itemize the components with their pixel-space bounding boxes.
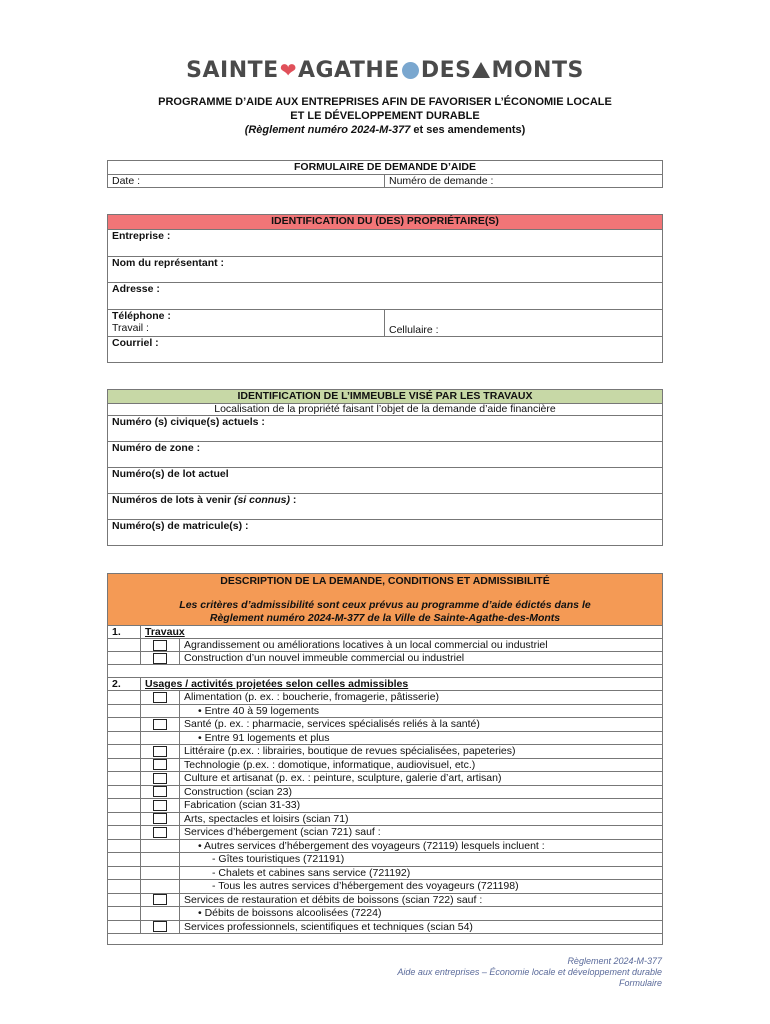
usage-checkbox-cell[interactable] bbox=[141, 691, 180, 705]
work-option2-checkbox[interactable] bbox=[153, 653, 167, 664]
phone-label: Téléphone : bbox=[112, 310, 171, 322]
usage-row bbox=[108, 826, 663, 840]
work-option1-checkbox[interactable] bbox=[153, 640, 167, 651]
criteria-line1: Les critères d’admissibilité sont ceux prévus au programme d’aide édictés dans le bbox=[179, 599, 591, 611]
usage-number-cell bbox=[108, 812, 141, 826]
usage-checkbox[interactable] bbox=[153, 759, 167, 770]
spacer-row bbox=[108, 665, 663, 678]
usage-row bbox=[108, 704, 663, 718]
usage-checkbox-cell[interactable] bbox=[141, 920, 180, 934]
usage-label: - Chalets et cabines sans service (721192) bbox=[180, 866, 663, 880]
usage-checkbox-cell[interactable] bbox=[141, 799, 180, 813]
zone-number-field[interactable]: Numéro de zone : bbox=[108, 442, 663, 468]
work-option-row bbox=[108, 639, 663, 652]
usage-number-cell bbox=[108, 731, 141, 745]
usage-checkbox-cell bbox=[141, 907, 180, 921]
lot-number-field[interactable]: Numéro(s) de lot actuel bbox=[108, 468, 663, 494]
usage-row bbox=[108, 731, 663, 745]
usage-checkbox[interactable] bbox=[153, 921, 167, 932]
usage-number-cell bbox=[108, 772, 141, 786]
usage-label: - Gîtes touristiques (721191) bbox=[180, 853, 663, 867]
usage-number-cell bbox=[108, 880, 141, 894]
usage-label: Services d’hébergement (scian 721) sauf : bbox=[180, 826, 663, 840]
logo-word-agathe: AGATHE bbox=[297, 58, 400, 83]
criteria-line2: Règlement numéro 2024-M-377 de la Ville de Sainte-Agathe-des-Monts bbox=[209, 612, 561, 624]
matricule-field[interactable]: Numéro(s) de matricule(s) : bbox=[108, 520, 663, 546]
footer-regulation: Règlement 2024-M-377 bbox=[567, 956, 662, 966]
usage-row bbox=[108, 853, 663, 867]
usage-number-cell bbox=[108, 866, 141, 880]
usage-checkbox[interactable] bbox=[153, 894, 167, 905]
usage-label: - Tous les autres services d’hébergement des voyageurs (721198) bbox=[180, 880, 663, 894]
usage-checkbox[interactable] bbox=[153, 800, 167, 811]
usage-number-cell bbox=[108, 826, 141, 840]
usage-number-cell bbox=[108, 704, 141, 718]
usage-number-cell bbox=[108, 785, 141, 799]
work-phone-field[interactable] bbox=[108, 310, 385, 337]
usage-label: • Débits de boissons alcoolisées (7224) bbox=[180, 907, 663, 921]
usage-checkbox-cell bbox=[141, 731, 180, 745]
usage-checkbox-cell[interactable] bbox=[141, 758, 180, 772]
usage-row bbox=[108, 745, 663, 759]
owner-section-title: IDENTIFICATION DU (DES) PROPRIÉTAIRE(S) bbox=[108, 215, 663, 230]
usage-row bbox=[108, 758, 663, 772]
footer-form: Formulaire bbox=[618, 978, 662, 988]
request-number-field[interactable]: Numéro de demande : bbox=[385, 175, 663, 188]
heart-icon: ❤ bbox=[279, 58, 297, 82]
usage-number-cell bbox=[108, 745, 141, 759]
usage-label: • Entre 40 à 59 logements bbox=[180, 704, 663, 718]
usage-row bbox=[108, 839, 663, 853]
usage-label: Construction (scian 23) bbox=[180, 785, 663, 799]
usage-label: Alimentation (p. ex. : boucherie, fromagerie, pâtisserie) bbox=[180, 691, 663, 705]
usage-label: Culture et artisanat (p. ex. : peinture, sculpture, galerie d’art, artisan) bbox=[180, 772, 663, 786]
usage-checkbox-cell[interactable] bbox=[141, 745, 180, 759]
usage-number-cell bbox=[108, 853, 141, 867]
usage-list bbox=[108, 691, 663, 934]
future-lots-label: Numéros de lots à venir bbox=[112, 494, 234, 506]
usage-checkbox-cell[interactable] bbox=[141, 772, 180, 786]
future-lots-note: (si connus) bbox=[233, 494, 290, 506]
owner-table bbox=[107, 214, 663, 363]
usage-checkbox[interactable] bbox=[153, 773, 167, 784]
usage-checkbox[interactable] bbox=[153, 692, 167, 703]
usage-checkbox[interactable] bbox=[153, 813, 167, 824]
usage-label: Fabrication (scian 31-33) bbox=[180, 799, 663, 813]
usage-number-cell bbox=[108, 893, 141, 907]
logo-word-monts: MONTS bbox=[491, 58, 584, 83]
usage-checkbox-cell bbox=[141, 839, 180, 853]
work-option2-checkbox-cell[interactable] bbox=[141, 652, 180, 665]
usage-checkbox-cell bbox=[141, 866, 180, 880]
regulation-number: (Règlement numéro 2024-M-377 bbox=[244, 124, 411, 136]
usage-number-cell bbox=[108, 799, 141, 813]
usage-checkbox-cell[interactable] bbox=[141, 826, 180, 840]
work-option1-label: Agrandissement ou améliorations locatives à un local commercial ou industriel bbox=[180, 639, 663, 652]
usage-checkbox-cell[interactable] bbox=[141, 812, 180, 826]
usage-checkbox-cell[interactable] bbox=[141, 893, 180, 907]
usage-checkbox[interactable] bbox=[153, 719, 167, 730]
section1-title: Travaux bbox=[141, 626, 663, 639]
section1-number: 1. bbox=[108, 626, 141, 639]
usage-row bbox=[108, 718, 663, 732]
usage-row bbox=[108, 785, 663, 799]
date-field[interactable]: Date : bbox=[108, 175, 385, 188]
form-header-table bbox=[107, 160, 663, 188]
usage-number-cell bbox=[108, 920, 141, 934]
civic-number-field[interactable]: Numéro (s) civique(s) actuels : bbox=[108, 416, 663, 442]
usage-number-cell bbox=[108, 907, 141, 921]
usage-checkbox[interactable] bbox=[153, 746, 167, 757]
usage-checkbox-cell bbox=[141, 880, 180, 894]
usage-row bbox=[108, 866, 663, 880]
city-logo bbox=[0, 58, 770, 83]
work-phone-label: Travail : bbox=[112, 322, 149, 334]
work-option-row bbox=[108, 652, 663, 665]
usage-label: • Autres services d’hébergement des voyageurs (72119) lesquels incluent : bbox=[180, 839, 663, 853]
usage-row bbox=[108, 920, 663, 934]
description-table bbox=[107, 573, 663, 945]
description-header bbox=[108, 574, 663, 626]
work-option2-label: Construction d’un nouvel immeuble commercial ou industriel bbox=[180, 652, 663, 665]
program-title bbox=[0, 95, 770, 137]
usage-checkbox[interactable] bbox=[153, 786, 167, 797]
usage-row bbox=[108, 907, 663, 921]
logo-word-sainte: SAINTE bbox=[186, 58, 279, 83]
regulation-suffix: et ses amendements) bbox=[410, 124, 526, 136]
criteria-note bbox=[108, 599, 662, 625]
usage-label: Services de restauration et débits de boissons (scian 722) sauf : bbox=[180, 893, 663, 907]
page-footer bbox=[300, 956, 662, 989]
logo-word-des: DES bbox=[420, 58, 472, 83]
program-title-line2: ET LE DÉVELOPPEMENT DURABLE bbox=[290, 110, 480, 122]
company-field[interactable]: Entreprise : bbox=[108, 230, 663, 257]
usage-row bbox=[108, 691, 663, 705]
building-section-title: IDENTIFICATION DE L’IMMEUBLE VISÉ PAR LES TRAVAUX bbox=[108, 390, 663, 404]
usage-number-cell bbox=[108, 718, 141, 732]
form-title: FORMULAIRE DE DEMANDE D’AIDE bbox=[108, 161, 663, 175]
usage-checkbox-cell bbox=[141, 704, 180, 718]
cell-phone-field[interactable]: Cellulaire : bbox=[385, 310, 663, 337]
spacer-row bbox=[108, 934, 663, 945]
usage-row bbox=[108, 812, 663, 826]
program-title-line3 bbox=[0, 123, 770, 137]
usage-checkbox-cell[interactable] bbox=[141, 785, 180, 799]
usage-label: Services professionnels, scientifiques et techniques (scian 54) bbox=[180, 920, 663, 934]
usage-row bbox=[108, 880, 663, 894]
footer-program: Aide aux entreprises – Économie locale et développement durable bbox=[397, 967, 662, 977]
mountain-icon bbox=[472, 62, 490, 78]
future-lots-field[interactable] bbox=[108, 494, 663, 520]
usage-label: Arts, spectacles et loisirs (scian 71) bbox=[180, 812, 663, 826]
usage-number-cell bbox=[108, 691, 141, 705]
usage-label: Littéraire (p.ex. : librairies, boutique de revues spécialisées, papeteries) bbox=[180, 745, 663, 759]
description-section-title: DESCRIPTION DE LA DEMANDE, CONDITIONS ET ADMISSIBILITÉ bbox=[220, 575, 550, 587]
email-field[interactable]: Courriel : bbox=[108, 337, 663, 363]
circle-icon bbox=[402, 62, 419, 79]
usage-checkbox-cell[interactable] bbox=[141, 718, 180, 732]
address-field[interactable]: Adresse : bbox=[108, 283, 663, 310]
usage-checkbox[interactable] bbox=[153, 827, 167, 838]
usage-label: • Entre 91 logements et plus bbox=[180, 731, 663, 745]
usage-label: Technologie (p.ex. : domotique, informatique, audiovisuel, etc.) bbox=[180, 758, 663, 772]
usage-label: Santé (p. ex. : pharmacie, services spécialisés reliés à la santé) bbox=[180, 718, 663, 732]
building-table bbox=[107, 389, 663, 546]
section2-number: 2. bbox=[108, 678, 141, 691]
work-option1-checkbox-cell[interactable] bbox=[141, 639, 180, 652]
building-subtitle: Localisation de la propriété faisant l’objet de la demande d’aide financière bbox=[108, 404, 663, 416]
section2-title: Usages / activités projetées selon celles admissibles bbox=[141, 678, 663, 691]
usage-number-cell bbox=[108, 758, 141, 772]
representative-field[interactable]: Nom du représentant : bbox=[108, 257, 663, 283]
usage-number-cell bbox=[108, 839, 141, 853]
usage-row bbox=[108, 893, 663, 907]
usage-checkbox-cell bbox=[141, 853, 180, 867]
usage-row bbox=[108, 799, 663, 813]
future-lots-colon: : bbox=[289, 494, 297, 506]
program-title-line1: PROGRAMME D’AIDE AUX ENTREPRISES AFIN DE FAVORISER L’ÉCONOMIE LOCALE bbox=[158, 96, 612, 108]
usage-row bbox=[108, 772, 663, 786]
